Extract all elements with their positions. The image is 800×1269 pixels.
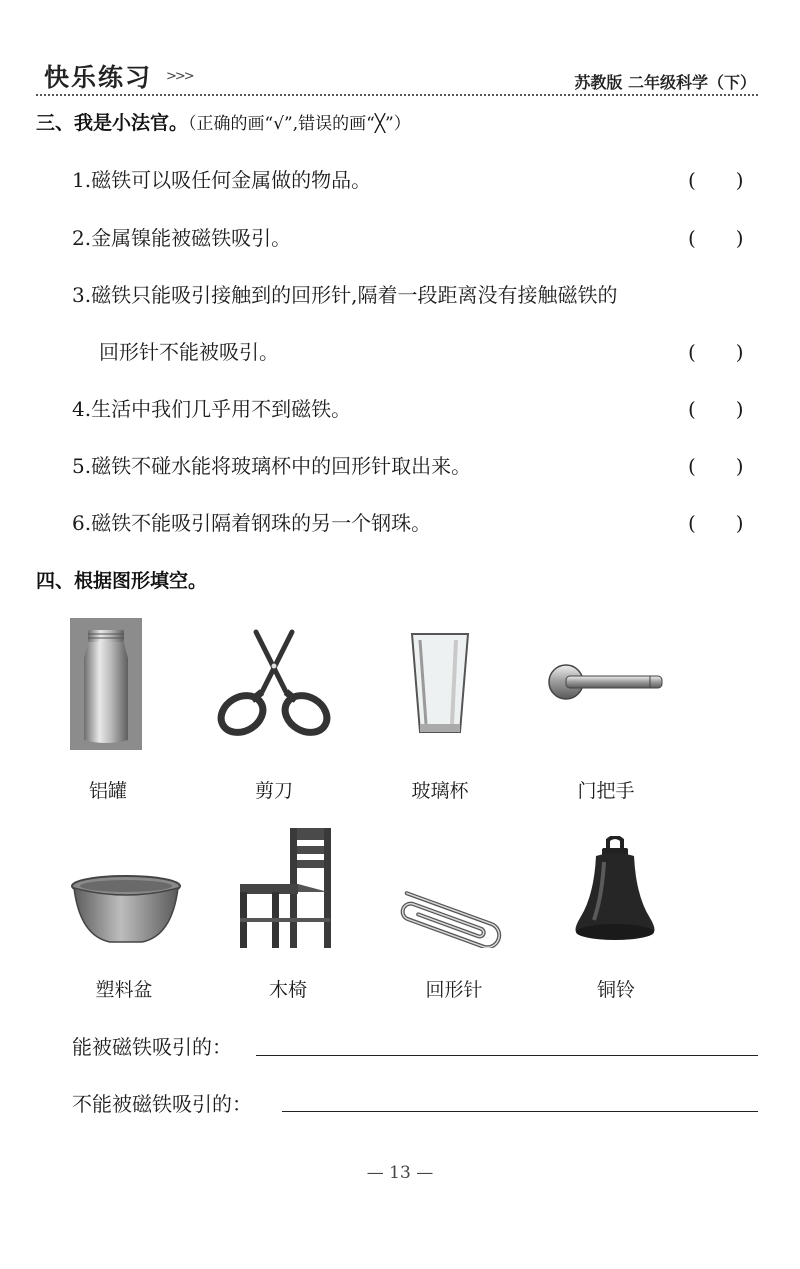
fill-attracted-line[interactable] — [256, 1055, 758, 1056]
fill-not-attracted-line[interactable] — [282, 1111, 758, 1112]
caption-scissors: 剪刀 — [254, 780, 293, 802]
answer-box-3[interactable]: ( ) — [688, 340, 744, 364]
brand-arrows: >>> — [166, 69, 193, 84]
caption-glass-cup: 玻璃杯 — [411, 780, 469, 802]
page-header — [36, 42, 758, 96]
answer-box-5[interactable]: ( ) — [688, 454, 744, 478]
caption-door-handle: 门把手 — [577, 780, 635, 802]
section3-note: （正确的画“√”,错误的画“╳”） — [188, 114, 411, 134]
caption-paper-clip: 回形针 — [425, 979, 483, 1001]
fill-not-attracted-label: 不能被磁铁吸引的： — [72, 1092, 252, 1116]
question-3-continued: 回形针不能被吸引。 — [99, 340, 279, 364]
question-5: 5.磁铁不碰水能将玻璃杯中的回形针取出来。 — [72, 454, 472, 478]
answer-box-4[interactable]: ( ) — [688, 397, 744, 421]
answer-box-6[interactable]: ( ) — [688, 511, 744, 535]
question-2: 2.金属镍能被磁铁吸引。 — [72, 226, 292, 250]
copper-bell-icon — [572, 836, 658, 948]
caption-wooden-chair: 木椅 — [268, 979, 307, 1001]
caption-plastic-basin: 塑料盆 — [95, 979, 153, 1001]
scissors-icon — [216, 628, 332, 744]
paper-clip-icon — [392, 882, 512, 952]
question-3: 3.磁铁只能吸引接触到的回形针,隔着一段距离没有接触磁铁的 — [72, 283, 618, 307]
question-4: 4.生活中我们几乎用不到磁铁。 — [72, 397, 352, 421]
answer-box-1[interactable]: ( ) — [688, 168, 744, 192]
caption-aluminum-can: 铝罐 — [88, 780, 127, 802]
wooden-chair-icon — [238, 826, 332, 954]
door-handle-icon — [546, 660, 666, 708]
question-1: 1.磁铁可以吸任何金属做的物品。 — [72, 168, 372, 192]
answer-box-2[interactable]: ( ) — [688, 226, 744, 250]
section3-title: 三、我是小法官。（正确的画“√”,错误的画“╳”） — [36, 112, 411, 134]
aluminum-can-icon — [70, 618, 142, 754]
plastic-basin-icon — [70, 874, 182, 950]
fill-attracted-label: 能被磁铁吸引的： — [72, 1035, 232, 1059]
brand-title: 快乐练习 — [44, 63, 153, 92]
question-6: 6.磁铁不能吸引隔着钢珠的另一个钢珠。 — [72, 511, 432, 535]
glass-cup-icon — [410, 632, 470, 740]
section4-title: 四、根据图形填空。 — [36, 570, 208, 592]
page-number: — 13 — — [366, 1163, 434, 1183]
edition-label: 苏教版 二年级科学（下） — [574, 73, 756, 92]
caption-copper-bell: 铜铃 — [596, 979, 635, 1001]
